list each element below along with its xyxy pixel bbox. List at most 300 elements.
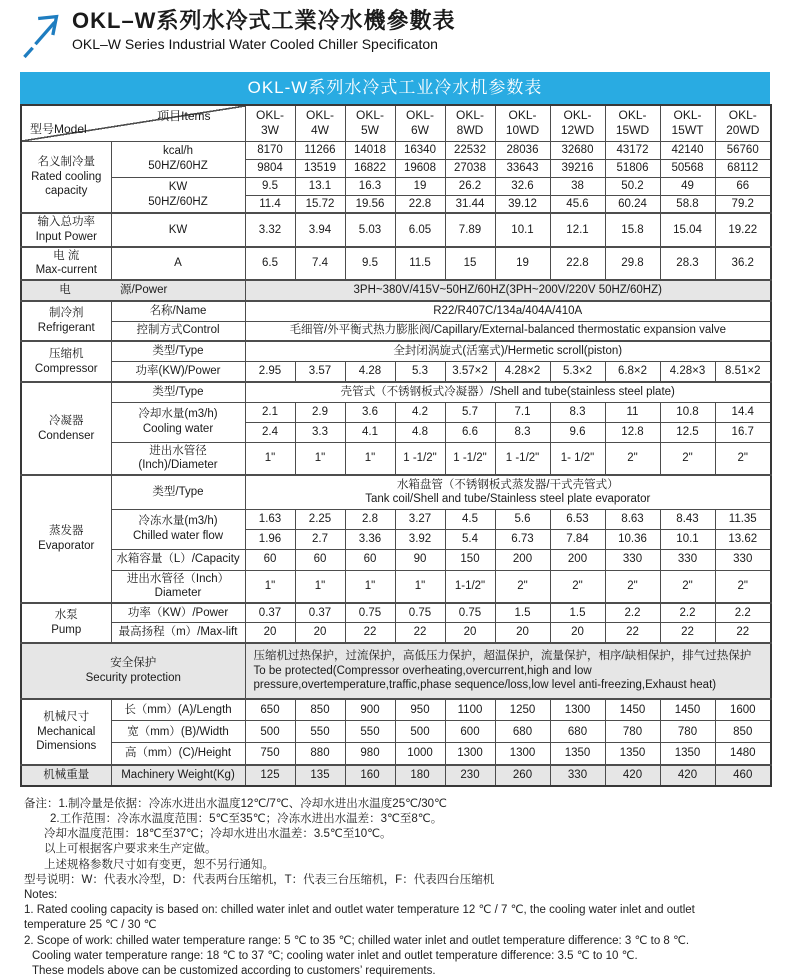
item-label-cell: Machinery Weight(Kg) (111, 765, 245, 786)
value-cell: 2.8 (345, 509, 395, 529)
value-cell: 1 -1/2" (495, 442, 550, 475)
merged-value-cell: 3PH~380V/415V~50HZ/60HZ(3PH~200V/220V 50HZ/60HZ) (245, 280, 771, 301)
value-cell: 3.27 (395, 509, 445, 529)
value-cell: 3.32 (245, 213, 295, 246)
logo-arrow-icon (18, 10, 62, 60)
value-cell: 330 (550, 765, 605, 786)
value-cell: 22532 (445, 141, 495, 159)
value-cell: 9804 (245, 159, 295, 177)
value-cell: 20 (495, 623, 550, 643)
value-cell: 650 (245, 699, 295, 721)
item-label-cell: 类型/Type (111, 341, 245, 361)
section-label-cell: 电 流 Max-current (21, 247, 111, 280)
value-cell: 0.75 (395, 603, 445, 623)
value-cell: 780 (605, 721, 660, 743)
value-cell: 550 (295, 721, 345, 743)
value-cell: 13.1 (295, 177, 345, 195)
value-cell: 68112 (715, 159, 771, 177)
value-cell: 3.57×2 (445, 361, 495, 382)
section-label-cell: 名义制冷量 Rated cooling capacity (21, 141, 111, 213)
value-cell: 32.6 (495, 177, 550, 195)
value-cell: 6.8×2 (605, 361, 660, 382)
value-cell: 1.63 (245, 509, 295, 529)
value-cell: 13519 (295, 159, 345, 177)
value-cell: 1350 (605, 743, 660, 765)
item-label-cell: 功率（KW）/Power (111, 603, 245, 623)
section-label-cell: 机械重量 (21, 765, 111, 786)
value-cell: 11.5 (395, 247, 445, 280)
value-cell: 15.8 (605, 213, 660, 246)
table-row (21, 402, 771, 422)
value-cell: 2" (550, 570, 605, 603)
value-cell: 1" (245, 570, 295, 603)
table-row (21, 247, 771, 280)
value-cell: 680 (495, 721, 550, 743)
model-header-cell: OKL- 8WD (445, 105, 495, 141)
model-header-cell: OKL- 15WD (605, 105, 660, 141)
value-cell: 1" (245, 442, 295, 475)
value-cell: 4.28 (345, 361, 395, 382)
value-cell: 2" (495, 570, 550, 603)
item-label-cell: 类型/Type (111, 475, 245, 509)
value-cell: 26.2 (445, 177, 495, 195)
table-row (21, 442, 771, 475)
item-label-cell: 控制方式Control (111, 321, 245, 341)
value-cell: 66 (715, 177, 771, 195)
value-cell: 880 (295, 743, 345, 765)
value-cell: 680 (550, 721, 605, 743)
merged-value-cell: 水箱盘管（不锈钢板式蒸发器/干式壳管式） Tank coil/Shell and tube/Stainless steel plate evaporator (245, 475, 771, 509)
value-cell: 19.56 (345, 195, 395, 213)
value-cell: 3.92 (395, 529, 445, 549)
page-header (0, 0, 790, 60)
table-row (21, 623, 771, 643)
value-cell: 500 (245, 721, 295, 743)
item-label-cell: 类型/Type (111, 382, 245, 402)
value-cell: 1000 (395, 743, 445, 765)
value-cell: 1" (295, 442, 345, 475)
value-cell: 22.8 (395, 195, 445, 213)
model-header-cell: OKL- 20WD (715, 105, 771, 141)
value-cell: 200 (495, 549, 550, 570)
value-cell: 8.43 (660, 509, 715, 529)
item-label-cell: 宽（mm）(B)/Width (111, 721, 245, 743)
section-label-cell: 水泵 Pump (21, 603, 111, 643)
value-cell: 150 (445, 549, 495, 570)
value-cell: 1" (295, 570, 345, 603)
value-cell: 32680 (550, 141, 605, 159)
power-label-zh-2: 源/Power (120, 284, 168, 297)
section-label-cell: 制冷剂 Refrigerant (21, 301, 111, 341)
value-cell: 50.2 (605, 177, 660, 195)
value-cell: 1 -1/2" (445, 442, 495, 475)
value-cell: 2.1 (245, 402, 295, 422)
item-label-cell: 进出水管径 (Inch)/Diameter (111, 442, 245, 475)
table-row (21, 280, 771, 301)
merged-value-cell: R22/R407C/134a/404A/410A (245, 301, 771, 321)
value-cell: 49 (660, 177, 715, 195)
value-cell: 2.9 (295, 402, 345, 422)
value-cell: 43172 (605, 141, 660, 159)
note-line: temperature 25 ℃ / 30 ℃ (24, 919, 157, 932)
table-body (21, 105, 771, 786)
note-line: Notes: (24, 889, 58, 901)
item-label-cell: 高（mm）(C)/Height (111, 743, 245, 765)
table-row (21, 177, 771, 195)
value-cell: 1.5 (495, 603, 550, 623)
merged-value-cell: 全封闭涡旋式(活塞式)/Hermetic scroll(piston) (245, 341, 771, 361)
value-cell: 15.04 (660, 213, 715, 246)
value-cell: 11.4 (245, 195, 295, 213)
table-row (21, 509, 771, 529)
value-cell: 0.37 (245, 603, 295, 623)
value-cell: 27038 (445, 159, 495, 177)
note-line: 1. Rated cooling capacity is based on: chilled water inlet and outlet water temperature 12 ℃ / 7 ℃, the cooling water inlet and outlet (24, 904, 695, 917)
table-row (21, 603, 771, 623)
value-cell: 5.4 (445, 529, 495, 549)
value-cell: 20 (295, 623, 345, 643)
value-cell: 2" (605, 570, 660, 603)
value-cell: 4.8 (395, 422, 445, 442)
value-cell: 60 (245, 549, 295, 570)
value-cell: 1350 (550, 743, 605, 765)
model-header-cell: OKL- 10WD (495, 105, 550, 141)
value-cell: 600 (445, 721, 495, 743)
value-cell: 2.4 (245, 422, 295, 442)
value-cell: 33643 (495, 159, 550, 177)
value-cell: 3.94 (295, 213, 345, 246)
value-cell: 22.8 (550, 247, 605, 280)
value-cell: 1250 (495, 699, 550, 721)
table-title-bar: OKL-W系列水冷式工业冷水机参数表 (20, 72, 770, 104)
table-row (21, 721, 771, 743)
item-label-cell: 功率(KW)/Power (111, 361, 245, 382)
section-label-cell: 压缩机 Compressor (21, 341, 111, 382)
table-row (21, 570, 771, 603)
value-cell: 9.5 (345, 247, 395, 280)
value-cell: 10.1 (660, 529, 715, 549)
value-cell: 330 (660, 549, 715, 570)
value-cell: 125 (245, 765, 295, 786)
value-cell: 38 (550, 177, 605, 195)
value-cell: 20 (550, 623, 605, 643)
value-cell: 1" (345, 570, 395, 603)
value-cell: 11266 (295, 141, 345, 159)
value-cell: 500 (395, 721, 445, 743)
value-cell: 5.3×2 (550, 361, 605, 382)
value-cell: 22 (715, 623, 771, 643)
item-label-cell: 水箱容量（L）/Capacity (111, 549, 245, 570)
item-label-cell: KW 50HZ/60HZ (111, 177, 245, 213)
value-cell: 420 (605, 765, 660, 786)
value-cell: 1.5 (550, 603, 605, 623)
value-cell: 4.28×2 (495, 361, 550, 382)
merged-value-cell: 毛细管/外平衡式热力膨胀阀/Capillary/External-balanced thermostatic expansion valve (245, 321, 771, 341)
value-cell: 3.6 (345, 402, 395, 422)
value-cell: 1450 (605, 699, 660, 721)
notes-block (24, 797, 790, 979)
value-cell: 1.96 (245, 529, 295, 549)
note-line: 型号说明：W：代表水冷型，D：代表两台压缩机，T：代表三台压缩机，F：代表四台压缩机 (24, 873, 495, 886)
note-line: 2.工作范围：冷冻水温度范围：5℃至35℃；冷冻水进出水温差：3℃至8℃。 (50, 813, 443, 826)
value-cell: 7.84 (550, 529, 605, 549)
model-header-cell: OKL- 5W (345, 105, 395, 141)
table-row (21, 699, 771, 721)
note-line: 备注：1.制冷量是依据：冷冻水进出水温度12℃/7℃、冷却水进出水温度25℃/30℃ (24, 797, 447, 810)
value-cell: 19 (395, 177, 445, 195)
table-row (21, 382, 771, 402)
section-label-cell: 安全保护 Security protection (21, 643, 245, 699)
merged-value-cell (21, 280, 245, 301)
value-cell: 260 (495, 765, 550, 786)
section-label-cell: 冷凝器 Condenser (21, 382, 111, 475)
value-cell: 3.36 (345, 529, 395, 549)
value-cell: 28036 (495, 141, 550, 159)
value-cell: 850 (295, 699, 345, 721)
value-cell: 5.3 (395, 361, 445, 382)
value-cell: 11 (605, 402, 660, 422)
item-label-cell: kcal/h 50HZ/60HZ (111, 141, 245, 177)
value-cell: 9.5 (245, 177, 295, 195)
value-cell: 980 (345, 743, 395, 765)
value-cell: 5.6 (495, 509, 550, 529)
value-cell: 20 (445, 623, 495, 643)
value-cell: 60.24 (605, 195, 660, 213)
value-cell: 1100 (445, 699, 495, 721)
power-label-zh-1: 电 (59, 284, 71, 297)
value-cell: 31.44 (445, 195, 495, 213)
value-cell: 1" (395, 570, 445, 603)
value-cell: 58.8 (660, 195, 715, 213)
value-cell: 8.63 (605, 509, 660, 529)
value-cell: 0.37 (295, 603, 345, 623)
items-axis-label: 项目Items (157, 109, 211, 123)
value-cell: 2" (715, 570, 771, 603)
value-cell: 45.6 (550, 195, 605, 213)
value-cell: 8.3 (495, 422, 550, 442)
value-cell: 42140 (660, 141, 715, 159)
value-cell: 9.6 (550, 422, 605, 442)
value-cell: 750 (245, 743, 295, 765)
value-cell: 8170 (245, 141, 295, 159)
note-line: 2. Scope of work: chilled water temperature range: 5 ℃ to 35 ℃; chilled water inlet and outlet temperature difference: 3 ℃ to 8 ℃. (24, 934, 690, 947)
value-cell: 10.8 (660, 402, 715, 422)
value-cell: 1600 (715, 699, 771, 721)
value-cell: 12.5 (660, 422, 715, 442)
value-cell: 135 (295, 765, 345, 786)
value-cell: 12.1 (550, 213, 605, 246)
table-row (21, 321, 771, 341)
value-cell: 1450 (660, 699, 715, 721)
value-cell: 29.8 (605, 247, 660, 280)
value-cell: 16.7 (715, 422, 771, 442)
table-row (21, 361, 771, 382)
value-cell: 6.53 (550, 509, 605, 529)
value-cell: 19 (495, 247, 550, 280)
value-cell: 780 (660, 721, 715, 743)
value-cell: 2.2 (605, 603, 660, 623)
table-row (21, 213, 771, 246)
table-row (21, 549, 771, 570)
value-cell: 10.36 (605, 529, 660, 549)
value-cell: 2" (605, 442, 660, 475)
spec-table-section (20, 72, 770, 787)
value-cell: 22 (395, 623, 445, 643)
value-cell: 8.3 (550, 402, 605, 422)
value-cell: 2" (660, 570, 715, 603)
value-cell: 14018 (345, 141, 395, 159)
item-label-cell: A (111, 247, 245, 280)
model-header-cell: OKL- 6W (395, 105, 445, 141)
value-cell: 2.2 (660, 603, 715, 623)
value-cell: 51806 (605, 159, 660, 177)
value-cell: 4.28×3 (660, 361, 715, 382)
value-cell: 22 (345, 623, 395, 643)
value-cell: 2" (715, 442, 771, 475)
value-cell: 22 (660, 623, 715, 643)
value-cell: 7.1 (495, 402, 550, 422)
value-cell: 850 (715, 721, 771, 743)
value-cell: 14.4 (715, 402, 771, 422)
item-label-cell: 进出水管径（Inch） Diameter (111, 570, 245, 603)
value-cell: 900 (345, 699, 395, 721)
value-cell: 60 (295, 549, 345, 570)
value-cell: 6.6 (445, 422, 495, 442)
value-cell: 50568 (660, 159, 715, 177)
value-cell: 56760 (715, 141, 771, 159)
note-line: These models above can be customized according to customers’ requirements. (32, 964, 436, 977)
value-cell: 330 (715, 549, 771, 570)
value-cell: 1480 (715, 743, 771, 765)
table-row (21, 141, 771, 159)
value-cell: 2.25 (295, 509, 345, 529)
value-cell: 550 (345, 721, 395, 743)
item-label-cell: 最高扬程（m）/Max-lift (111, 623, 245, 643)
value-cell: 6.5 (245, 247, 295, 280)
value-cell: 0.75 (345, 603, 395, 623)
value-cell: 13.62 (715, 529, 771, 549)
value-cell: 230 (445, 765, 495, 786)
value-cell: 10.1 (495, 213, 550, 246)
value-cell: 950 (395, 699, 445, 721)
value-cell: 2.2 (715, 603, 771, 623)
corner-cell (21, 105, 245, 141)
value-cell: 0.75 (445, 603, 495, 623)
model-axis-label: 型号Model (30, 122, 87, 137)
value-cell: 16340 (395, 141, 445, 159)
value-cell: 1- 1/2" (550, 442, 605, 475)
value-cell: 2" (660, 442, 715, 475)
value-cell: 8.51×2 (715, 361, 771, 382)
value-cell: 180 (395, 765, 445, 786)
section-label-cell: 机械尺寸 Mechanical Dimensions (21, 699, 111, 765)
value-cell: 1350 (660, 743, 715, 765)
value-cell: 36.2 (715, 247, 771, 280)
spec-table (20, 104, 772, 787)
model-header-cell: OKL- 15WT (660, 105, 715, 141)
value-cell: 22 (605, 623, 660, 643)
value-cell: 20 (245, 623, 295, 643)
value-cell: 15.72 (295, 195, 345, 213)
value-cell: 2.95 (245, 361, 295, 382)
value-cell: 200 (550, 549, 605, 570)
value-cell: 16822 (345, 159, 395, 177)
note-line: 冷却水温度范围：18℃至37℃；冷却水进出水温差：3.5℃至10℃。 (44, 828, 392, 841)
value-cell: 11.35 (715, 509, 771, 529)
value-cell: 90 (395, 549, 445, 570)
value-cell: 1 -1/2" (395, 442, 445, 475)
value-cell: 160 (345, 765, 395, 786)
model-header-cell: OKL- 4W (295, 105, 345, 141)
table-row (21, 301, 771, 321)
value-cell: 39216 (550, 159, 605, 177)
value-cell: 2.7 (295, 529, 345, 549)
item-label-cell: 冷却水量(m3/h) Cooling water (111, 402, 245, 442)
model-header-cell: OKL- 3W (245, 105, 295, 141)
value-cell: 5.03 (345, 213, 395, 246)
value-cell: 16.3 (345, 177, 395, 195)
item-label-cell: 名称/Name (111, 301, 245, 321)
merged-value-cell: 壳管式（不锈钢板式冷凝器）/Shell and tube(stainless steel plate) (245, 382, 771, 402)
value-cell: 1300 (550, 699, 605, 721)
value-cell: 5.7 (445, 402, 495, 422)
value-cell: 7.89 (445, 213, 495, 246)
note-line: 以上可根据客户要求来生产定做。 (44, 843, 217, 856)
title-block (72, 8, 455, 52)
value-cell: 19608 (395, 159, 445, 177)
value-cell: 79.2 (715, 195, 771, 213)
table-row (21, 765, 771, 786)
value-cell: 4.1 (345, 422, 395, 442)
table-row (21, 643, 771, 699)
page-title-zh: OKL–W系列水冷式工業冷水機參數表 (72, 8, 456, 33)
note-line: 上述规格参数尺寸如有变更，恕不另行通知。 (44, 858, 274, 871)
value-cell: 1300 (445, 743, 495, 765)
value-cell: 12.8 (605, 422, 660, 442)
value-cell: 6.73 (495, 529, 550, 549)
table-row (21, 341, 771, 361)
value-cell: 1300 (495, 743, 550, 765)
value-cell: 28.3 (660, 247, 715, 280)
value-cell: 15 (445, 247, 495, 280)
value-cell: 7.4 (295, 247, 345, 280)
merged-value-cell: 压缩机过热保护，过流保护，高低压力保护，超温保护，流量保护，相序/缺相保护，排气过热保护 To be protected(Compressor overheating,overcurrent,high and low pressure,overtemperature,traffic,phase sequence/loss,low level anti-freezing,Exhaust heat) (245, 643, 771, 699)
value-cell: 460 (715, 765, 771, 786)
value-cell: 19.22 (715, 213, 771, 246)
item-label-cell: 冷冻水量(m3/h) Chilled water flow (111, 509, 245, 549)
value-cell: 6.05 (395, 213, 445, 246)
table-row (21, 475, 771, 509)
page-title-en: OKL–W Series Industrial Water Cooled Chiller Specificaton (72, 36, 438, 53)
note-line: Cooling water temperature range: 18 ℃ to 37 ℃; cooling water inlet and outlet temperature difference: 3.5 ℃ to 10 ℃. (32, 949, 638, 962)
value-cell: 4.2 (395, 402, 445, 422)
table-row (21, 743, 771, 765)
table-header-row (21, 105, 771, 141)
value-cell: 420 (660, 765, 715, 786)
value-cell: 39.12 (495, 195, 550, 213)
item-label-cell: KW (111, 213, 245, 246)
value-cell: 1" (345, 442, 395, 475)
value-cell: 1-1/2" (445, 570, 495, 603)
value-cell: 330 (605, 549, 660, 570)
value-cell: 60 (345, 549, 395, 570)
section-label-cell: 输入总功率 Input Power (21, 213, 111, 246)
model-header-cell: OKL- 12WD (550, 105, 605, 141)
value-cell: 3.57 (295, 361, 345, 382)
value-cell: 3.3 (295, 422, 345, 442)
value-cell: 4.5 (445, 509, 495, 529)
section-label-cell: 蒸发器 Evaporator (21, 475, 111, 603)
